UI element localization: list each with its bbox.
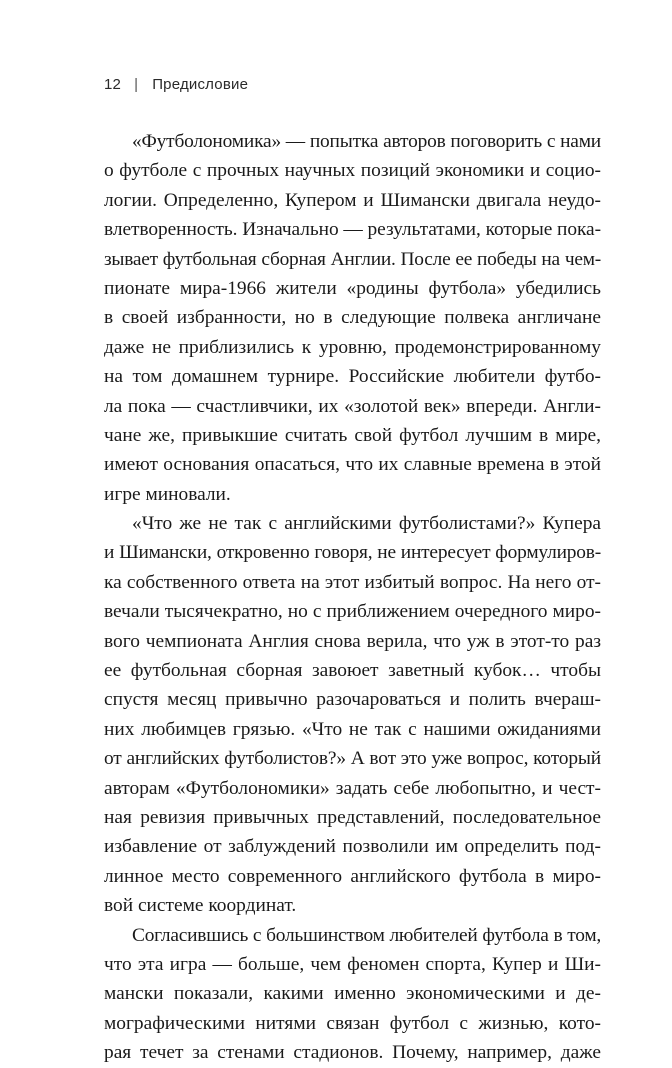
text-line: спустя месяц привычно разочароваться и полить вчераш- bbox=[104, 689, 601, 711]
paragraph-3 bbox=[104, 921, 601, 1068]
text-line: вой системе координат. bbox=[104, 895, 297, 917]
page-number: 12 bbox=[104, 76, 122, 93]
text-line: них любимцев грязью. «Что не так с нашими ожиданиями bbox=[104, 718, 601, 740]
text-line: имеют основания опасаться, что их славные времена в этой bbox=[104, 454, 601, 476]
paragraph-1 bbox=[104, 127, 601, 509]
text-line: избавление от заблуждений позволили им определить под- bbox=[104, 836, 601, 858]
text-line: от английских футболистов?» А вот это уже вопрос, который bbox=[104, 748, 601, 770]
text-line: линное место современного английского футбола в миро- bbox=[104, 865, 601, 887]
text-line: о футболе с прочных научных позиций экономики и социо- bbox=[104, 160, 601, 182]
text-line: Согласившись с большинством любителей футбола в том, bbox=[132, 924, 601, 946]
text-line: ее футбольная сборная завоюет заветный кубок… чтобы bbox=[104, 660, 601, 682]
body-text bbox=[104, 127, 601, 1068]
text-line: «Футболономика» — попытка авторов поговорить с нами bbox=[132, 131, 601, 152]
text-line: ная ревизия привычных представлений, последовательное bbox=[104, 806, 601, 828]
text-line: мографическими нитями связан футбол с жизнью, кото- bbox=[104, 1012, 601, 1034]
text-line: мански показали, какими именно экономическими и де- bbox=[104, 983, 601, 1005]
text-line: авторам «Футболономики» задать себе любопытно, и чест- bbox=[104, 777, 601, 799]
text-line: рая течет за стенами стадионов. Почему, например, даже bbox=[104, 1042, 601, 1064]
text-line: что эта игра — больше, чем феномен спорта, Купер и Ши- bbox=[104, 953, 601, 975]
text-line: зывает футбольная сборная Англии. После ее победы на чем- bbox=[104, 248, 601, 270]
text-line: и Шимански, откровенно говоря, не интересует формулиров- bbox=[104, 542, 601, 564]
text-line: ка собственного ответа на этот избитый вопрос. На него от- bbox=[104, 571, 601, 593]
text-line: на том домашнем турнире. Российские любители футбо- bbox=[104, 366, 601, 388]
text-line: в своей избранности, но в следующие полвека англичане bbox=[104, 307, 601, 329]
text-line: логии. Определенно, Купером и Шимански двигала неудо- bbox=[104, 189, 601, 211]
text-line: чане же, привыкшие считать свой футбол лучшим в мире, bbox=[104, 424, 601, 446]
text-line: «Что же не так с английскими футболистами?» Купера bbox=[132, 513, 601, 535]
text-line: ла пока — счастливчики, их «золотой век» впереди. Англи- bbox=[104, 395, 601, 417]
header-separator: | bbox=[134, 76, 139, 93]
section-title: Предисловие bbox=[152, 76, 249, 93]
text-line: даже не приблизились к уровню, продемонстрированному bbox=[104, 336, 601, 358]
paragraph-2 bbox=[104, 509, 601, 920]
running-header bbox=[104, 76, 248, 93]
text-line: пионате мира-1966 жители «родины футбола» убедились bbox=[104, 277, 601, 299]
text-line: вого чемпионата Англия снова верила, что уж в этот-то раз bbox=[104, 630, 601, 652]
text-line: вечали тысячекратно, но с приближением очередного миро- bbox=[104, 601, 601, 623]
text-line: игре миновали. bbox=[104, 483, 231, 505]
text-line: влетворенность. Изначально — результатами, которые пока- bbox=[104, 219, 601, 241]
